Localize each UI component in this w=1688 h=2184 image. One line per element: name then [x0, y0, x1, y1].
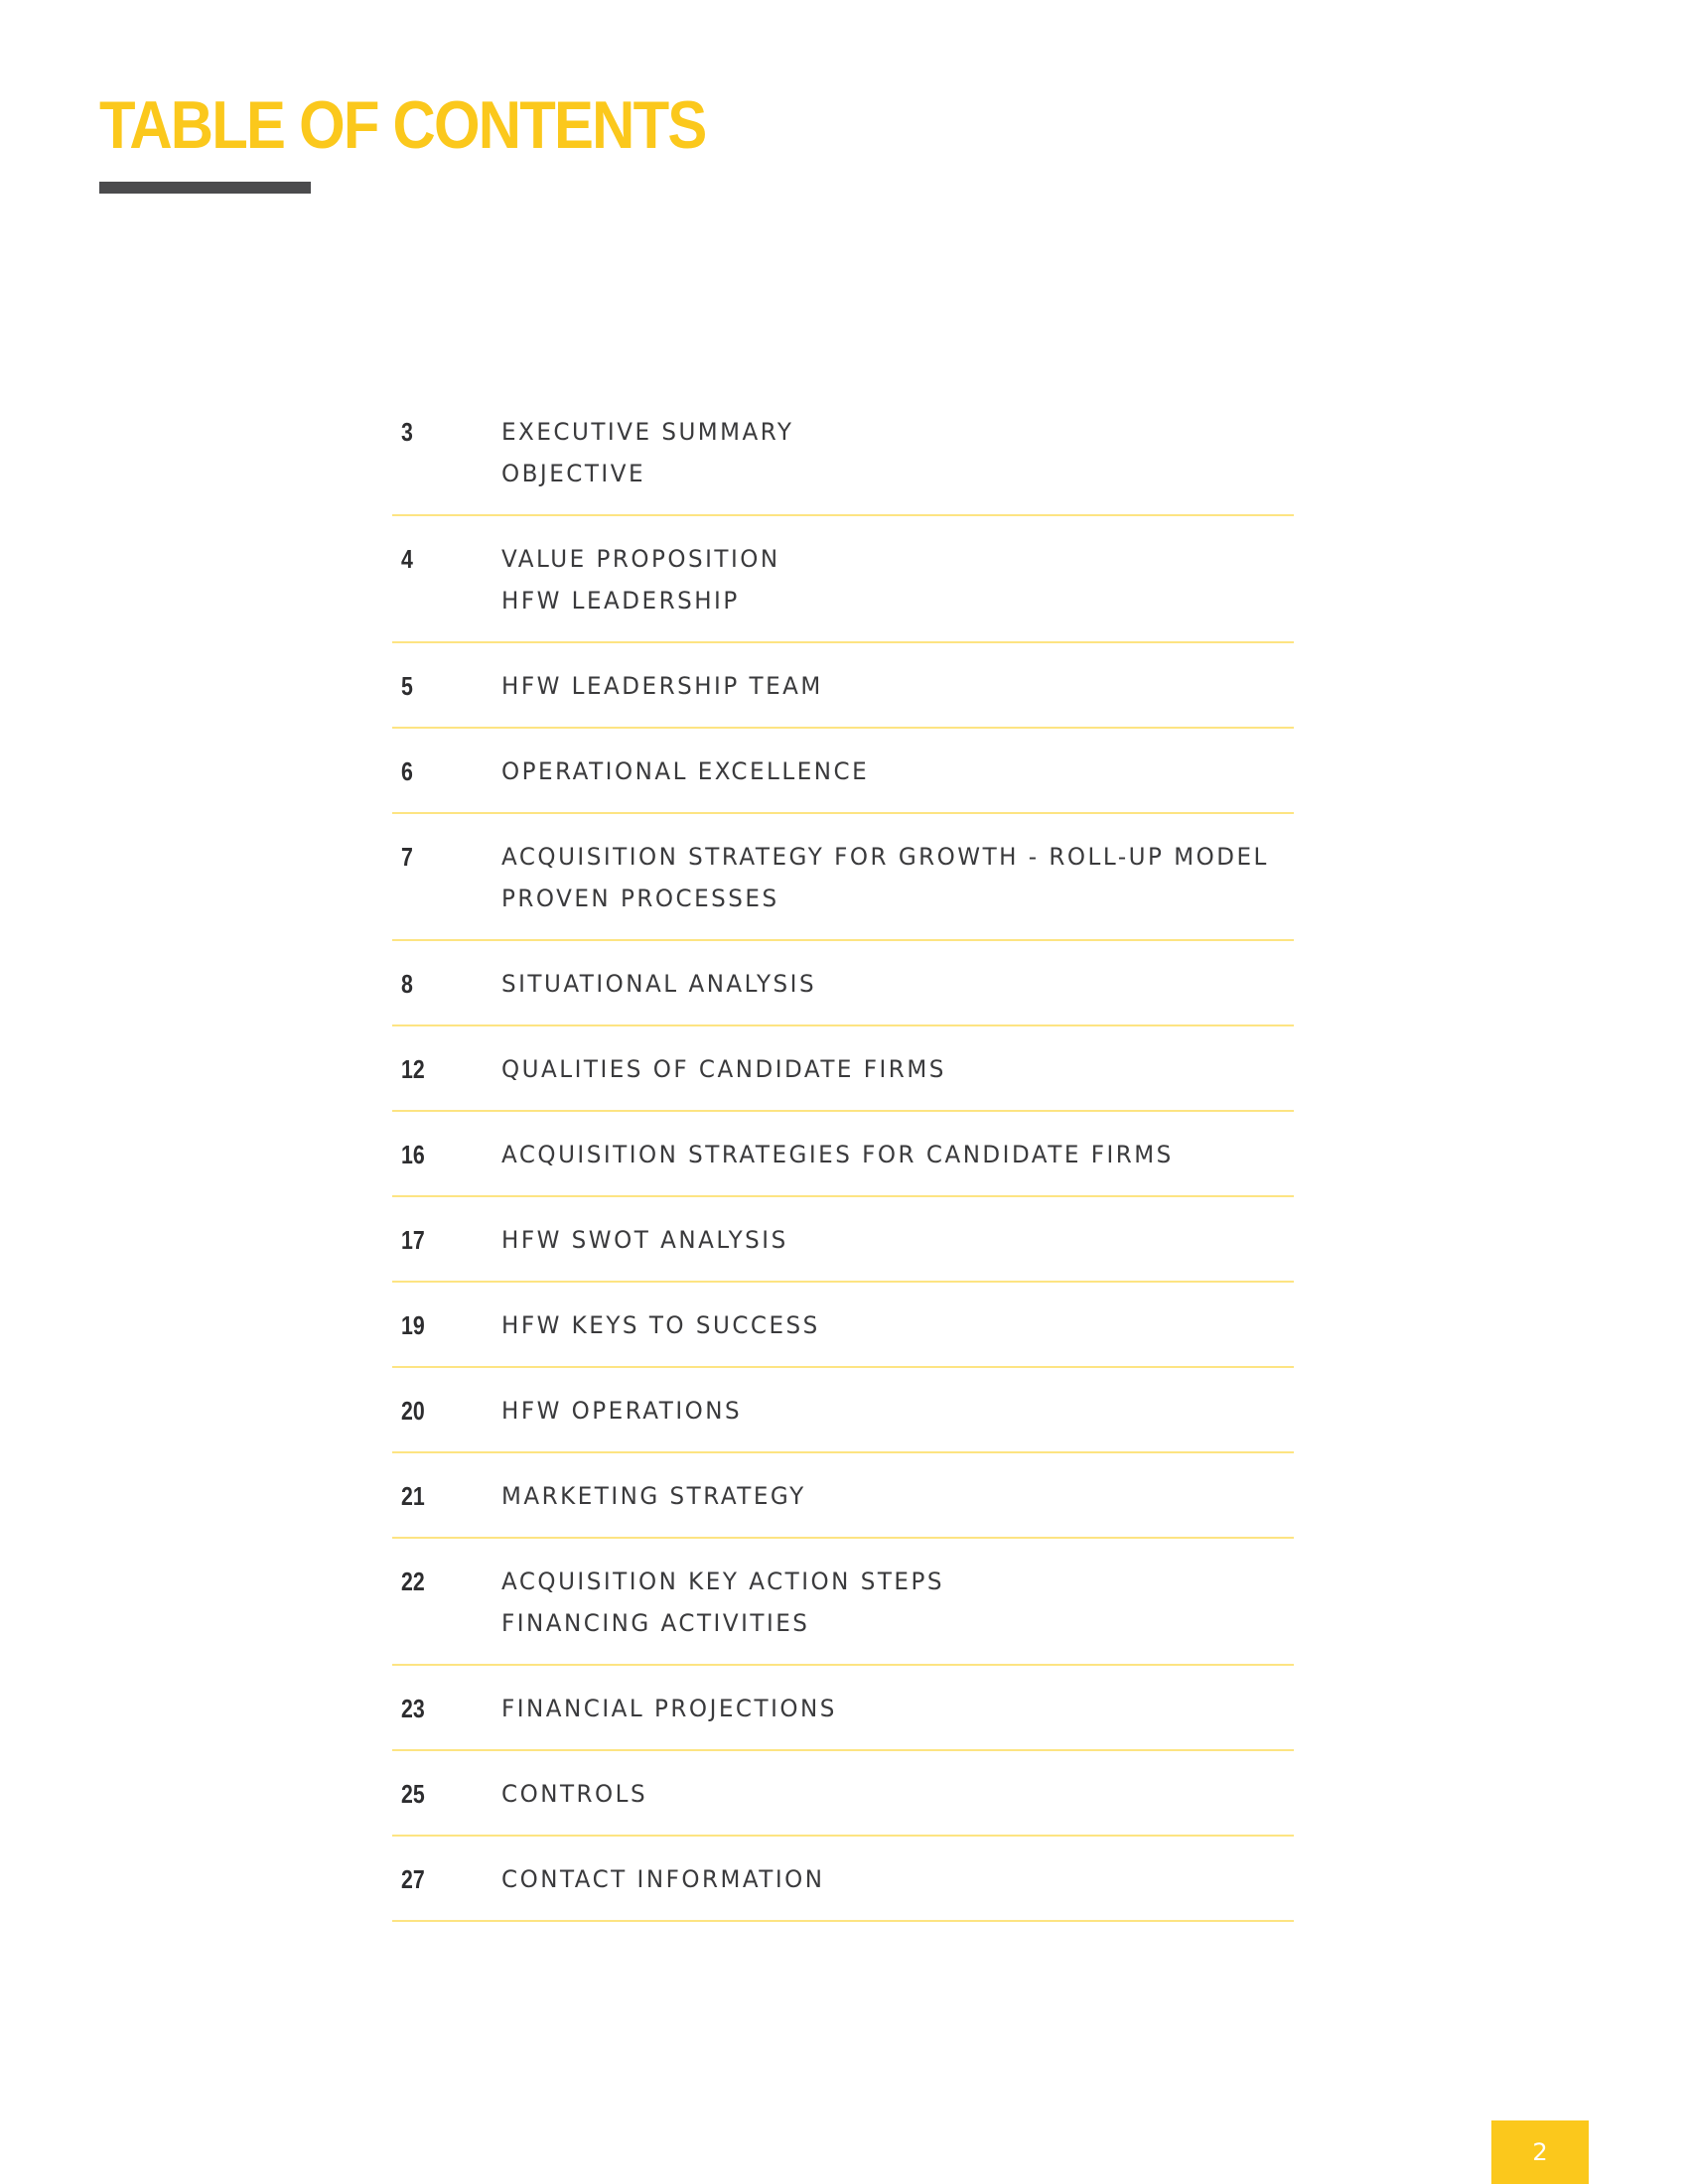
toc-entry-titles	[501, 1688, 1294, 1729]
toc-page-number: 20	[401, 1396, 425, 1426]
toc-entry-title: MARKETING STRATEGY	[501, 1482, 806, 1510]
toc-entry-title: ACQUISITION STRATEGY FOR GROWTH - ROLL-UP MODEL	[501, 843, 1269, 871]
toc-entry-titles	[501, 963, 1294, 1005]
page-number-badge	[1491, 2120, 1589, 2184]
toc-entry-titles	[501, 1561, 1294, 1644]
toc-entry-titles	[501, 538, 1294, 621]
toc-entry-titles	[501, 1390, 1294, 1432]
toc-entry[interactable]	[392, 814, 1294, 941]
toc-entry-titles	[501, 665, 1294, 707]
toc-entry-title: CONTACT INFORMATION	[501, 1865, 825, 1893]
toc-entry-title: FINANCIAL PROJECTIONS	[501, 1695, 837, 1722]
toc-entry[interactable]	[392, 1453, 1294, 1539]
toc-entry-title: QUALITIES OF CANDIDATE FIRMS	[501, 1055, 946, 1083]
toc-entry-titles	[501, 1475, 1294, 1517]
toc-entry-title: EXECUTIVE SUMMARY	[501, 418, 794, 446]
toc-entry[interactable]	[392, 1112, 1294, 1197]
title-underline	[99, 182, 311, 194]
table-of-contents	[392, 395, 1294, 1922]
toc-entry[interactable]	[392, 1751, 1294, 1837]
toc-page-number: 27	[401, 1864, 425, 1894]
toc-entry[interactable]	[392, 1197, 1294, 1283]
page-title: TABLE OF CONTENTS	[99, 87, 706, 163]
toc-entry-titles	[501, 1773, 1294, 1815]
toc-page-number: 17	[401, 1225, 425, 1255]
toc-entry-titles	[501, 836, 1294, 919]
toc-entry-titles	[501, 411, 1294, 494]
toc-entry-title: FINANCING ACTIVITIES	[501, 1609, 810, 1637]
toc-entry-title: ACQUISITION STRATEGIES FOR CANDIDATE FIRMS	[501, 1141, 1174, 1168]
toc-entry[interactable]	[392, 1368, 1294, 1453]
toc-entry[interactable]	[392, 1837, 1294, 1922]
toc-page-number: 8	[401, 969, 413, 999]
toc-entry-titles	[501, 751, 1294, 792]
toc-page-number: 5	[401, 671, 413, 701]
toc-entry[interactable]	[392, 1539, 1294, 1666]
toc-entry-title: HFW LEADERSHIP	[501, 587, 740, 614]
toc-page-number: 22	[401, 1567, 425, 1596]
toc-page-number: 21	[401, 1481, 425, 1511]
toc-page-number: 3	[401, 417, 413, 447]
toc-entry-titles	[501, 1858, 1294, 1900]
toc-entry-titles	[501, 1304, 1294, 1346]
toc-entry-title: PROVEN PROCESSES	[501, 885, 779, 912]
toc-entry[interactable]	[392, 941, 1294, 1026]
toc-entry-title: OBJECTIVE	[501, 460, 646, 487]
toc-entry-title: ACQUISITION KEY ACTION STEPS	[501, 1568, 944, 1595]
toc-entry-titles	[501, 1219, 1294, 1261]
toc-page-number: 6	[401, 756, 413, 786]
toc-page-number: 12	[401, 1054, 425, 1084]
toc-page-number: 25	[401, 1779, 425, 1809]
toc-entry[interactable]	[392, 729, 1294, 814]
toc-entry[interactable]	[392, 516, 1294, 643]
toc-page-number: 23	[401, 1694, 425, 1723]
toc-page-number: 7	[401, 842, 413, 872]
toc-entry-titles	[501, 1048, 1294, 1090]
page-number: 2	[1532, 2138, 1548, 2166]
toc-entry-title: OPERATIONAL EXCELLENCE	[501, 757, 870, 785]
toc-entry-titles	[501, 1134, 1294, 1175]
toc-entry-title: HFW OPERATIONS	[501, 1397, 743, 1425]
toc-entry[interactable]	[392, 1026, 1294, 1112]
toc-entry-title: SITUATIONAL ANALYSIS	[501, 970, 817, 998]
toc-entry[interactable]	[392, 1283, 1294, 1368]
toc-entry-title: HFW KEYS TO SUCCESS	[501, 1311, 820, 1339]
toc-entry[interactable]	[392, 395, 1294, 516]
toc-entry-title: HFW SWOT ANALYSIS	[501, 1226, 788, 1254]
toc-page-number: 4	[401, 544, 413, 574]
toc-entry[interactable]	[392, 643, 1294, 729]
toc-entry-title: CONTROLS	[501, 1780, 648, 1808]
toc-page-number: 16	[401, 1140, 425, 1169]
toc-entry-title: HFW LEADERSHIP TEAM	[501, 672, 823, 700]
toc-page-number: 19	[401, 1310, 425, 1340]
toc-entry-title: VALUE PROPOSITION	[501, 545, 780, 573]
toc-entry[interactable]	[392, 1666, 1294, 1751]
